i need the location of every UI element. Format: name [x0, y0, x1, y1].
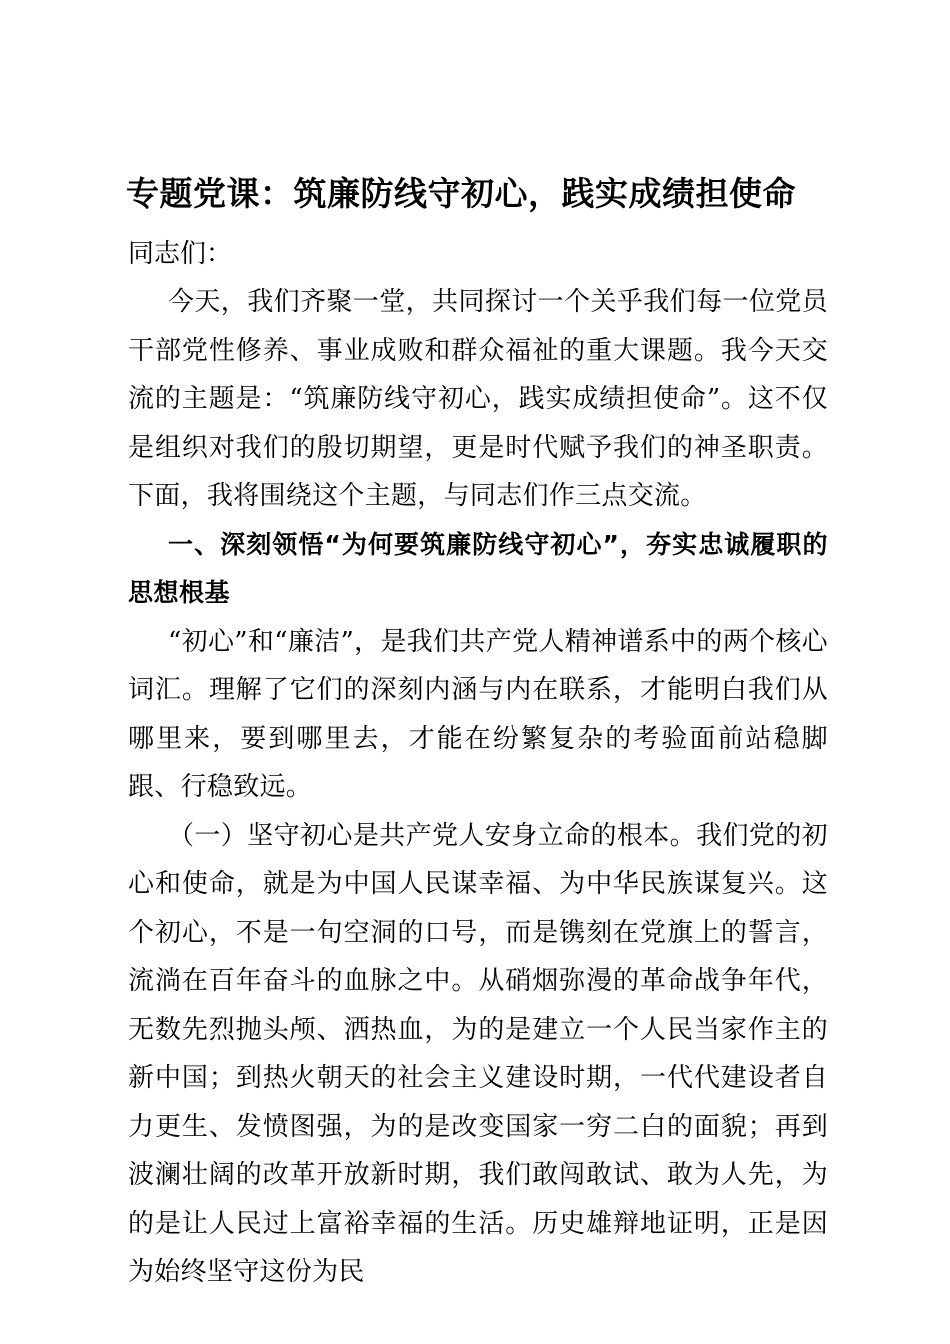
document-page [128, 170, 828, 1297]
paragraph-intro: 今天，我们齐聚一堂，共同探讨一个关乎我们每一位党员干部党性修养、事业成败和群众福祉的重大课题。我今天交流的主题是：“筑廉防线守初心，践实成绩担使命”。这不仅是组织对我们的殷切期望，更是时代赋予我们的神圣职责。下面，我将围绕这个主题，与同志们作三点交流。 [128, 287, 828, 511]
salutation: 同志们： [128, 239, 233, 269]
paragraph-section1-point1: （一）坚守初心是共产党人安身立命的根本。我们党的初心和使命，就是为中国人民谋幸福、为中华民族谋复兴。这个初心，不是一句空洞的口号，而是镌刻在党旗上的誓言，流淌在百年奋斗的血脉之中。从硝烟弥漫的革命战争年代，无数先烈抛头颅、洒热血，为的是建立一个人民当家作主的新中国；到热火朝天的社会主义建设时期，一代代建设者自力更生、发愤图强，为的是改变国家一穷二白的面貌；再到波澜壮阔的改革开放新时期，我们敢闯敢试、敢为人先，为的是让人民过上富裕幸福的生活。历史雄辩地证明，正是因为始终坚守这份为民 [128, 820, 828, 1287]
paragraph-section1-intro: “初心”和“廉洁”，是我们共产党人精神谱系中的两个核心词汇。理解了它们的深刻内涵与内在联系，才能明白我们从哪里来，要到哪里去，才能在纷繁复杂的考验面前站稳脚跟、行稳致远。 [128, 626, 828, 802]
document-title: 专题党课：筑廉防线守初心，践实成绩担使命 [126, 174, 796, 213]
section-heading-1: 一、深刻领悟“为何要筑廉防线守初心”，夯实忠诚履职的思想根基 [128, 529, 828, 607]
